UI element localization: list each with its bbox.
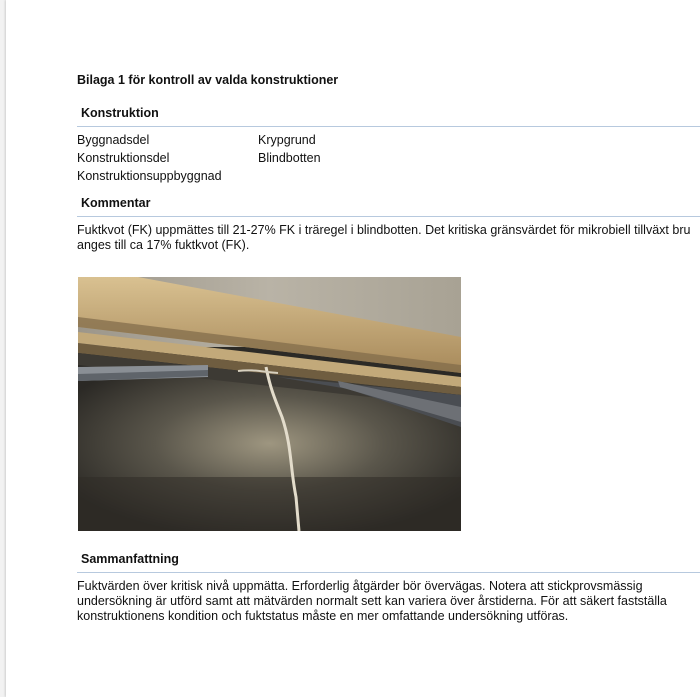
kommentar-line: Fuktkvot (FK) uppmättes till 21-27% FK i träregel i blindbotten. Det kritiska gränsvärdet för mikrobiell tillväxt bru [77, 223, 691, 237]
section-title-sammanfattning: Sammanfattning [81, 552, 179, 566]
section-header-sammanfattning [77, 550, 700, 573]
document-title: Bilaga 1 för kontroll av valda konstruktioner [77, 73, 339, 87]
crawlspace-photo [78, 277, 461, 531]
sammanfattning-line: Fuktvärden över kritisk nivå uppmätta. Erforderlig åtgärder bör övervägas. Notera att stickprovsmässig [77, 579, 643, 593]
section-title-kommentar: Kommentar [81, 196, 151, 210]
row-value-konstruktionsdel: Blindbotten [258, 151, 321, 165]
sammanfattning-line: undersökning är utförd samt att mätvärden normalt sett kan variera över årstiderna. För att säkert fastställa [77, 594, 667, 608]
sammanfattning-text [77, 579, 667, 624]
section-header-konstruktion [77, 104, 700, 127]
section-title-konstruktion: Konstruktion [81, 106, 159, 120]
sammanfattning-line: konstruktionens kondition och fuktstatus måste en mer omfattande undersökning utföras. [77, 609, 569, 623]
document-page [6, 0, 700, 697]
row-label-konstruktionsdel: Konstruktionsdel [77, 151, 170, 165]
row-value-byggnadsdel: Krypgrund [258, 133, 316, 147]
section-header-kommentar [77, 194, 700, 217]
kommentar-text [77, 223, 690, 253]
kommentar-line: anges till ca 17% fuktkvot (FK). [77, 238, 250, 252]
row-label-konstruktionsuppbyggnad: Konstruktionsuppbyggnad [77, 169, 222, 183]
row-label-byggnadsdel: Byggnadsdel [77, 133, 150, 147]
